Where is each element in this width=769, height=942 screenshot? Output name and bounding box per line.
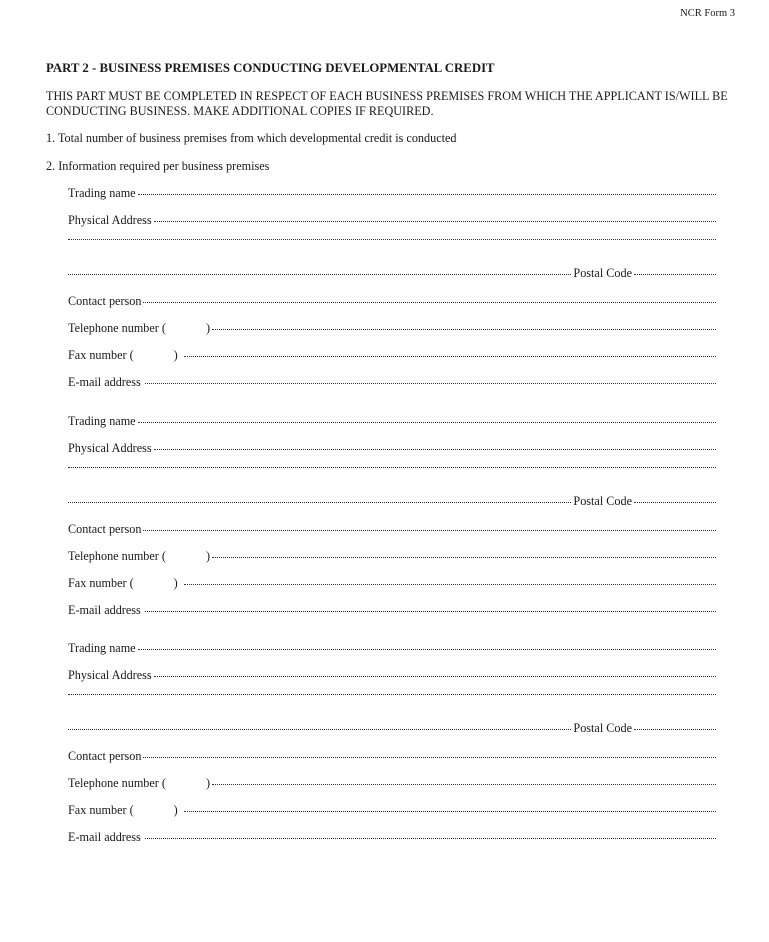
postal-code-field[interactable] <box>634 273 716 275</box>
trading-name-label: Trading name <box>68 414 136 428</box>
fax-label: Fax number ( <box>68 803 134 817</box>
telephone-field[interactable] <box>212 783 716 785</box>
premises-2-postal-row <box>68 494 716 509</box>
fax-field[interactable] <box>184 355 716 357</box>
trading-name-label: Trading name <box>68 641 136 655</box>
physical-address-label: Physical Address <box>68 668 152 682</box>
telephone-label: Telephone number ( <box>68 549 166 563</box>
telephone-close-paren: ) <box>205 549 211 563</box>
physical-address-line-2[interactable] <box>68 238 716 240</box>
part-heading: PART 2 - BUSINESS PREMISES CONDUCTING DEVELOPMENTAL CREDIT <box>46 61 495 75</box>
premises-1-contact-row <box>68 294 716 309</box>
premises-3-address-line-2-row <box>68 695 716 697</box>
premises-1-trading-name-row <box>68 186 716 201</box>
premises-3-fax-row <box>68 803 716 818</box>
physical-address-line-3[interactable] <box>68 728 571 730</box>
premises-2-email-row <box>68 603 716 618</box>
premises-3-trading-name-row <box>68 641 716 656</box>
physical-address-line-1[interactable] <box>154 448 716 450</box>
premises-1-email-row <box>68 375 716 390</box>
telephone-label: Telephone number ( <box>68 321 166 335</box>
trading-name-field[interactable] <box>138 421 716 423</box>
fax-close-paren: ) <box>173 348 178 362</box>
trading-name-label: Trading name <box>68 186 136 200</box>
premises-2-fax-row <box>68 576 716 591</box>
contact-person-field[interactable] <box>143 529 716 531</box>
fax-field[interactable] <box>184 583 716 585</box>
fax-field[interactable] <box>184 810 716 812</box>
premises-1-telephone-row <box>68 321 716 336</box>
fax-label: Fax number ( <box>68 576 134 590</box>
contact-person-label: Contact person <box>68 522 142 536</box>
physical-address-line-2[interactable] <box>68 466 716 468</box>
physical-address-line-1[interactable] <box>154 220 716 222</box>
premises-1-postal-row <box>68 266 716 281</box>
postal-code-label: Postal Code <box>573 266 632 280</box>
premises-3-contact-row <box>68 749 716 764</box>
fax-label: Fax number ( <box>68 348 134 362</box>
email-field[interactable] <box>145 837 716 839</box>
postal-code-label: Postal Code <box>573 494 632 508</box>
physical-address-line-3[interactable] <box>68 273 571 275</box>
intro-text: THIS PART MUST BE COMPLETED IN RESPECT OF EACH BUSINESS PREMISES FROM WHICH THE APPLICANT IS/WILL BE CONDUCTING BUSINESS. MAKE ADDITIONAL COPIES IF REQUIRED. <box>46 89 728 118</box>
telephone-close-paren: ) <box>205 321 211 335</box>
telephone-close-paren: ) <box>205 776 211 790</box>
form-id: NCR Form 3 <box>680 8 735 19</box>
contact-person-field[interactable] <box>143 301 716 303</box>
fax-close-paren: ) <box>173 803 178 817</box>
postal-code-field[interactable] <box>634 728 716 730</box>
premises-2-address-line-2-row <box>68 468 716 470</box>
contact-person-label: Contact person <box>68 294 142 308</box>
contact-person-field[interactable] <box>143 756 716 758</box>
premises-3-physical-address-row <box>68 668 716 683</box>
premises-1-address-line-2-row <box>68 240 716 242</box>
postal-code-field[interactable] <box>634 501 716 503</box>
physical-address-label: Physical Address <box>68 441 152 455</box>
postal-code-label: Postal Code <box>573 721 632 735</box>
premises-2-contact-row <box>68 522 716 537</box>
email-label: E-mail address <box>68 375 141 389</box>
fax-close-paren: ) <box>173 576 178 590</box>
item-total-premises: 1. Total number of business premises from which developmental credit is conducted <box>46 131 457 145</box>
premises-3-email-row <box>68 830 716 845</box>
premises-1-fax-row <box>68 348 716 363</box>
email-field[interactable] <box>145 382 716 384</box>
premises-1-physical-address-row <box>68 213 716 228</box>
physical-address-line-3[interactable] <box>68 501 571 503</box>
premises-3-postal-row <box>68 721 716 736</box>
item-info-required: 2. Information required per business premises <box>46 159 270 173</box>
trading-name-field[interactable] <box>138 193 716 195</box>
premises-2-physical-address-row <box>68 441 716 456</box>
telephone-label: Telephone number ( <box>68 776 166 790</box>
trading-name-field[interactable] <box>138 648 716 650</box>
contact-person-label: Contact person <box>68 749 142 763</box>
telephone-field[interactable] <box>212 556 716 558</box>
premises-2-trading-name-row <box>68 414 716 429</box>
premises-3-telephone-row <box>68 776 716 791</box>
physical-address-line-2[interactable] <box>68 693 716 695</box>
physical-address-line-1[interactable] <box>154 675 716 677</box>
email-field[interactable] <box>145 610 716 612</box>
email-label: E-mail address <box>68 830 141 844</box>
telephone-field[interactable] <box>212 328 716 330</box>
physical-address-label: Physical Address <box>68 213 152 227</box>
premises-2-telephone-row <box>68 549 716 564</box>
email-label: E-mail address <box>68 603 141 617</box>
